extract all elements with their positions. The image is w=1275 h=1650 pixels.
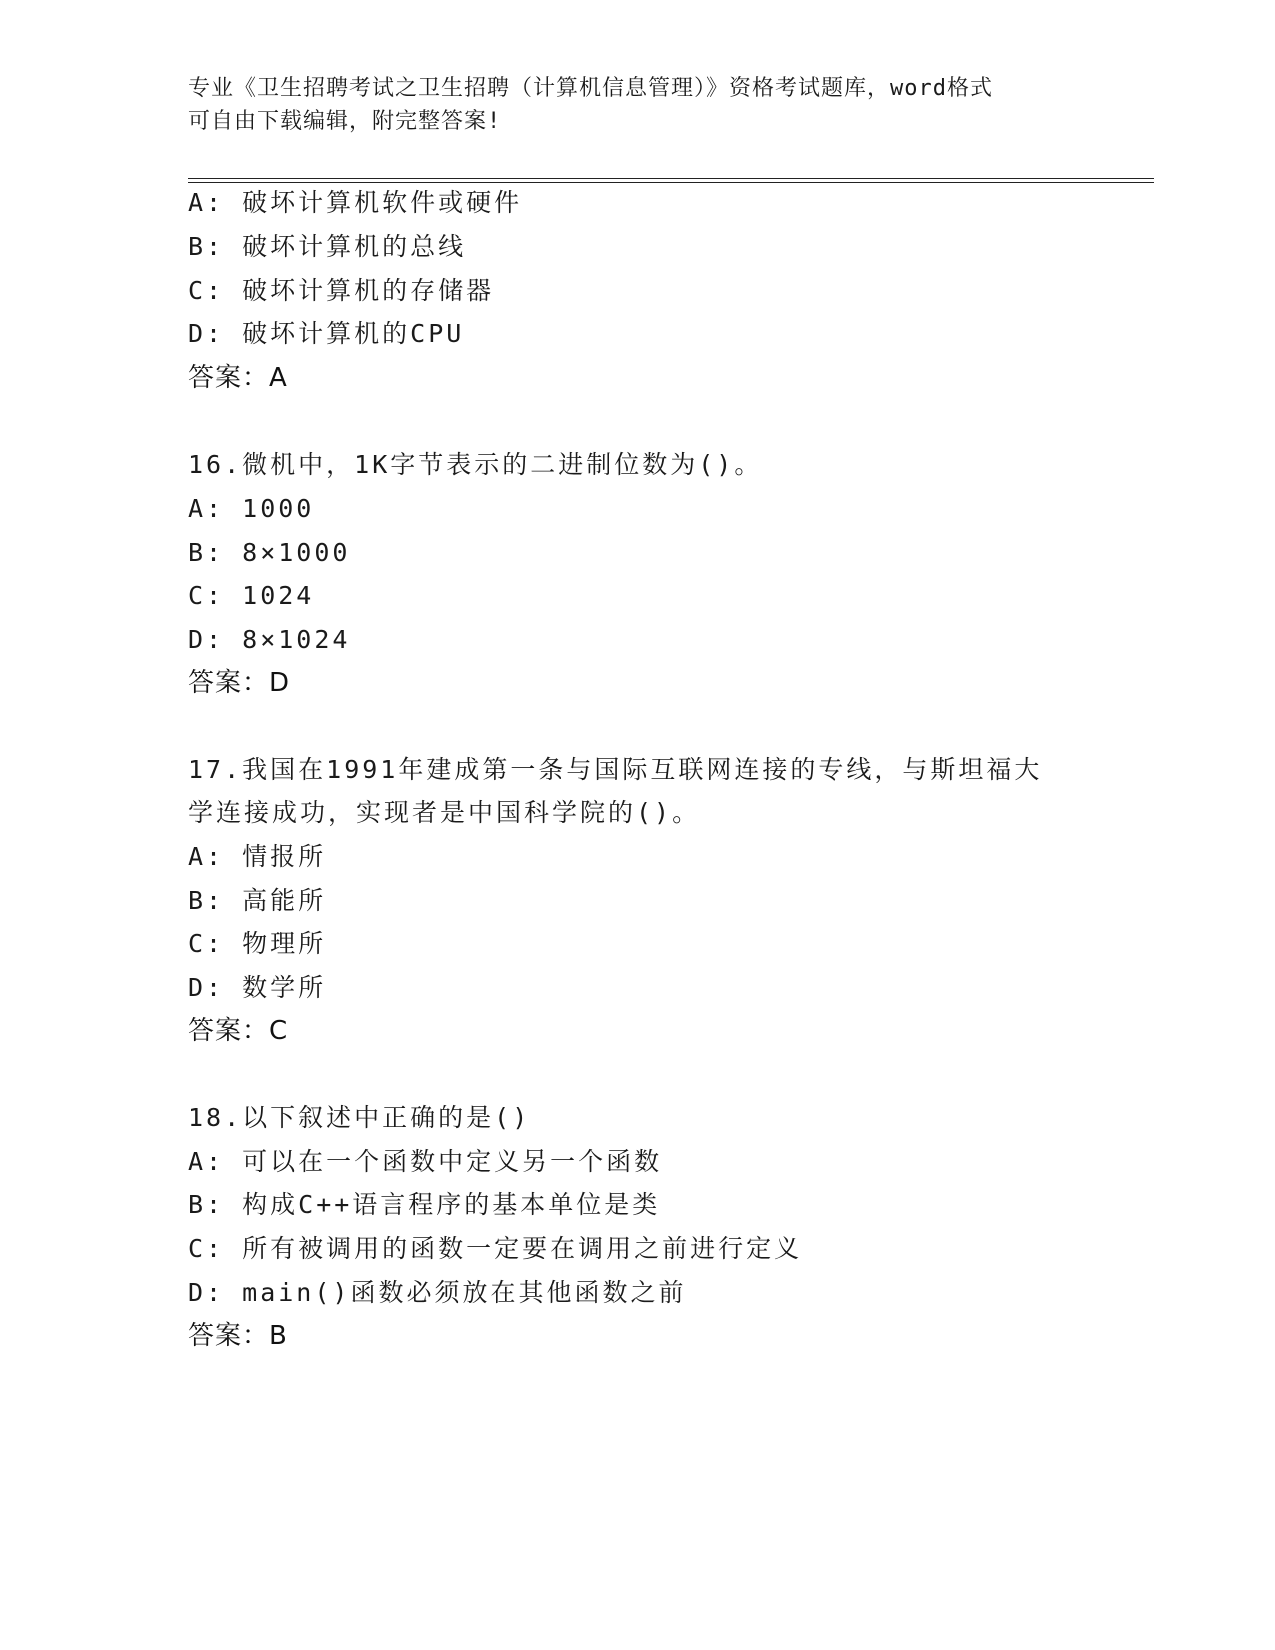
- question-17-stem-line-2: 学连接成功，实现者是中国科学院的()。: [188, 798, 701, 827]
- header-line-2: 可自由下载编辑，附完整答案!: [188, 109, 502, 134]
- question-18-option-a: A: 可以在一个函数中定义另一个函数: [188, 1147, 663, 1176]
- question-16-option-b: B: 8×1000: [188, 538, 351, 567]
- question-18-option-d: D: main()函数必须放在其他函数之前: [188, 1278, 687, 1307]
- question-17-option-c: C: 物理所: [188, 929, 327, 958]
- question-17-option-d: D: 数学所: [188, 973, 327, 1002]
- question-17-option-b: B: 高能所: [188, 886, 327, 915]
- option-a: A: 破坏计算机软件或硬件: [188, 188, 523, 217]
- question-18-option-b: B: 构成C++语言程序的基本单位是类: [188, 1190, 661, 1219]
- question-17-stem-line-1: 17.我国在1991年建成第一条与国际互联网连接的专线，与斯坦福大: [188, 755, 1043, 784]
- question-16-option-a: A: 1000: [188, 494, 315, 523]
- header-divider: [188, 178, 1154, 183]
- option-c: C: 破坏计算机的存储器: [188, 276, 495, 305]
- question-17-answer: 答案：C: [188, 1016, 289, 1046]
- question-18-stem: 18.以下叙述中正确的是(): [188, 1103, 531, 1132]
- question-17-option-a: A: 情报所: [188, 842, 327, 871]
- question-16-stem: 16.微机中，1K字节表示的二进制位数为()。: [188, 450, 763, 479]
- option-b: B: 破坏计算机的总线: [188, 232, 467, 261]
- question-16-option-d: D: 8×1024: [188, 625, 351, 654]
- question-18-answer: 答案：B: [188, 1321, 288, 1351]
- question-16-answer: 答案：D: [188, 668, 291, 698]
- header-line-1: 专业《卫生招聘考试之卫生招聘（计算机信息管理）》资格考试题库，word格式: [188, 76, 993, 101]
- question-18-option-c: C: 所有被调用的函数一定要在调用之前进行定义: [188, 1234, 803, 1263]
- document-header: [188, 72, 1068, 138]
- option-d: D: 破坏计算机的CPU: [188, 319, 465, 348]
- question-16-option-c: C: 1024: [188, 581, 315, 610]
- answer: 答案：A: [188, 363, 288, 393]
